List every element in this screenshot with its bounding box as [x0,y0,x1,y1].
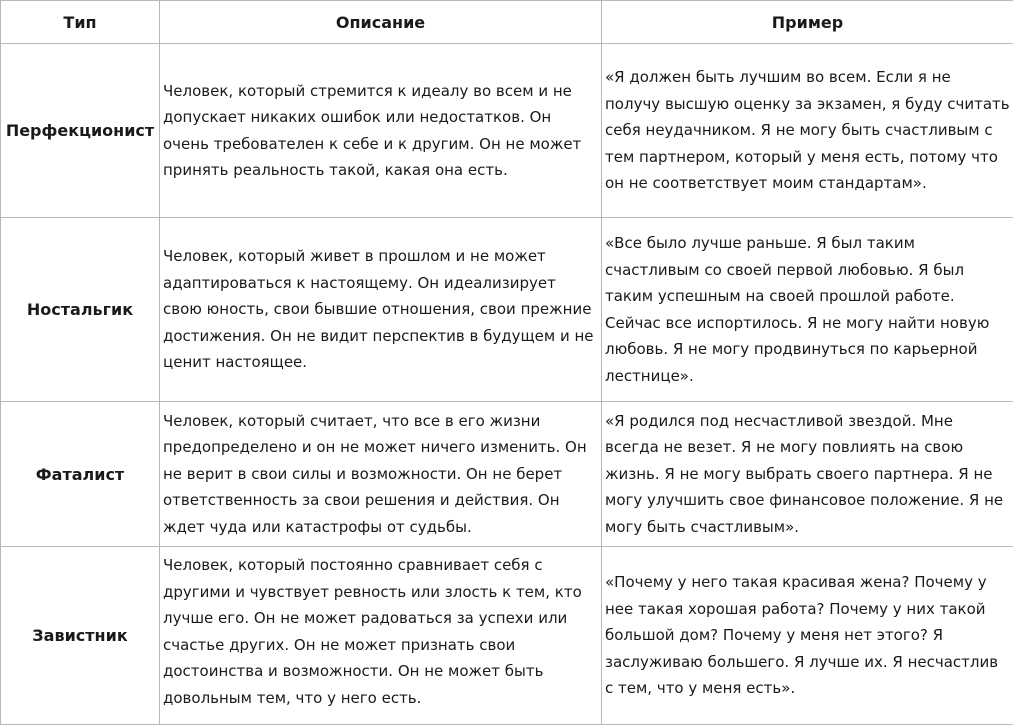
header-description: Описание [160,1,602,44]
type-cell: Ностальгик [1,218,160,402]
table-row [1,547,1013,725]
example-cell: «Я должен быть лучшим во всем. Если я не получу высшую оценку за экзамен, я буду считать себя неудачником. Я не могу быть счастливым с тем партнером, который у меня есть, потому что он не соответствует моим стандартам». [602,44,1013,218]
description-cell: Человек, который постоянно сравнивает себя с другими и чувствует ревность или злость к тем, кто лучше его. Он не может радоваться за успехи или счастье других. Он не может признать свои достоинства и возможности. Он не может быть довольным тем, что у него есть. [160,547,602,725]
header-row [1,1,1013,44]
table-row [1,44,1013,218]
type-cell: Перфекционист [1,44,160,218]
description-cell: Человек, который считает, что все в его жизни предопределено и он не может ничего изменить. Он не верит в свои силы и возможности. Он не берет ответственность за свои решения и действия. Он ждет чуда или катастрофы от судьбы. [160,402,602,547]
header-type: Тип [1,1,160,44]
description-cell: Человек, который стремится к идеалу во всем и не допускает никаких ошибок или недостатков. Он очень требователен к себе и к другим. Он не может принять реальность такой, какая она есть. [160,44,602,218]
example-cell: «Я родился под несчастливой звездой. Мне всегда не везет. Я не могу повлиять на свою жизнь. Я не могу выбрать своего партнера. Я не могу улучшить свое финансовое положение. Я не могу быть счастливым». [602,402,1013,547]
example-cell: «Почему у него такая красивая жена? Почему у нее такая хорошая работа? Почему у них такой большой дом? Почему у меня нет этого? Я заслуживаю большего. Я лучше их. Я несчастлив с тем, что у меня есть». [602,547,1013,725]
table-row [1,218,1013,402]
type-cell: Фаталист [1,402,160,547]
header-example: Пример [602,1,1013,44]
example-cell: «Все было лучше раньше. Я был таким счастливым со своей первой любовью. Я был таким успешным на своей прошлой работе. Сейчас все испортилось. Я не могу найти новую любовь. Я не могу продвинуться по карьерной лестнице». [602,218,1013,402]
description-cell: Человек, который живет в прошлом и не может адаптироваться к настоящему. Он идеализирует свою юность, свои бывшие отношения, свои прежние достижения. Он не видит перспектив в будущем и не ценит настоящее. [160,218,602,402]
type-cell: Завистник [1,547,160,725]
table-row [1,402,1013,547]
